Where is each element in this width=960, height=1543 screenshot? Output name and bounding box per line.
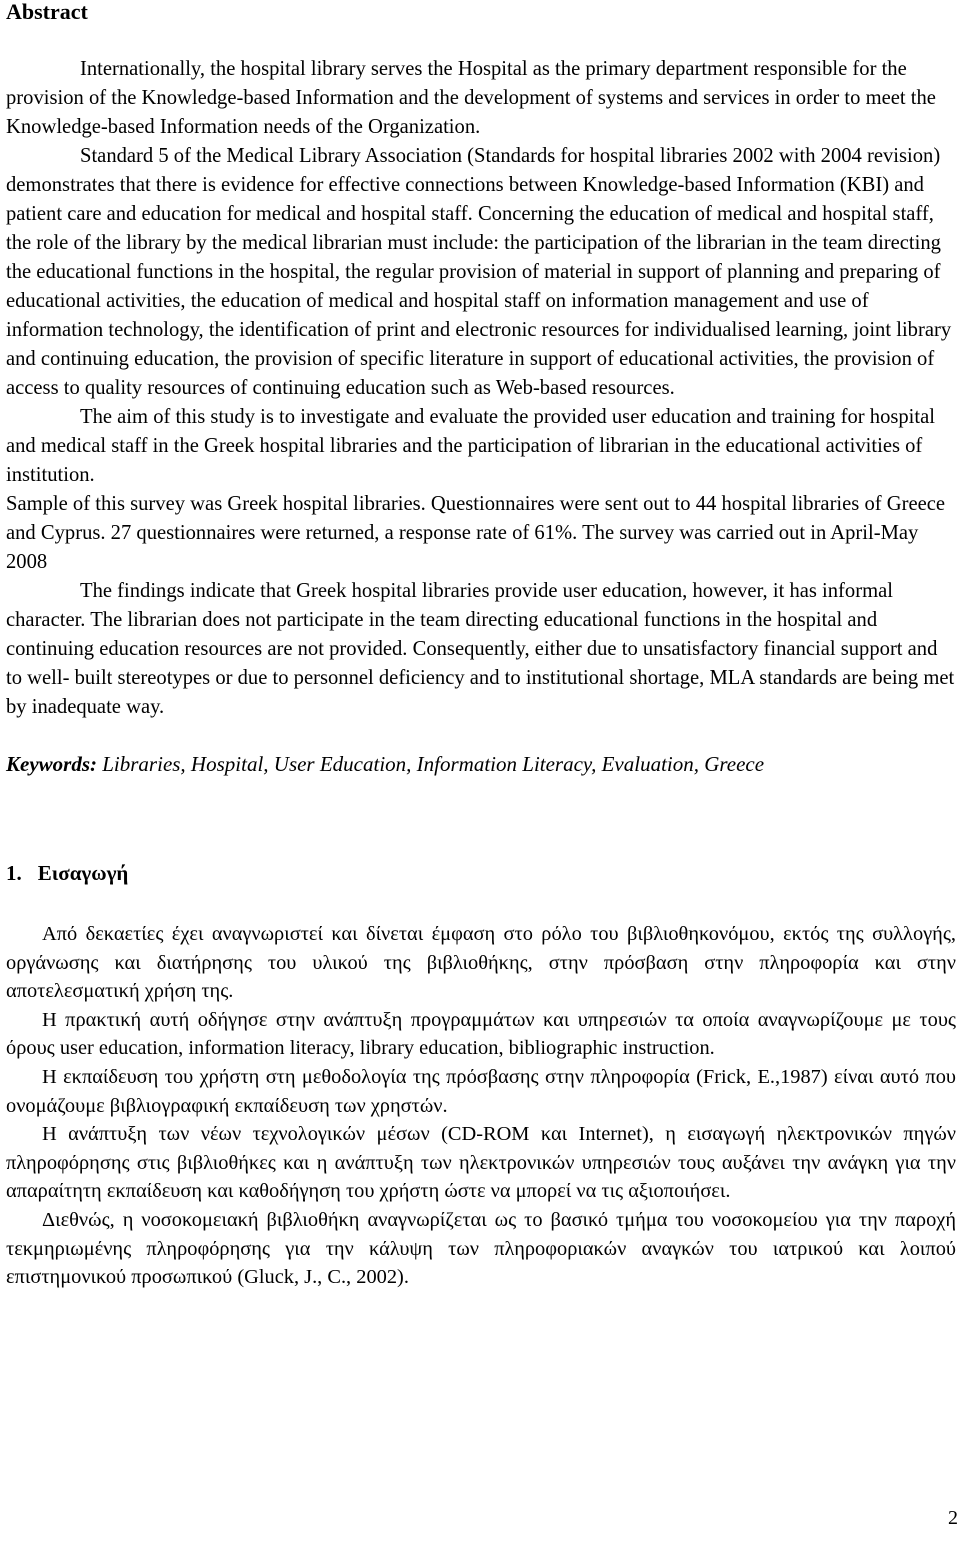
introduction-paragraph: Η ανάπτυξη των νέων τεχνολογικών μέσων (CD-ROM και Internet), η εισαγωγή ηλεκτρονικών πηγών πληροφόρησης στις βιβλιοθήκες και η ανάπτυξη των ηλεκτρονικών υπηρεσιών τους αυξάνει την ανάγκη για την απαραίτητη εκπαίδευση και καθοδήγηση του χρήστη ώστε να μπορεί να τις αξιοποιήσει.: [6, 1123, 956, 1203]
abstract-paragraph: The findings indicate that Greek hospital libraries provide user education, however, it has informal character. The librarian does not participate in the team directing educational functions in the hospital and continuing education resources are not provided. Consequently, either due to unsatisfactory financial support and to well- built stereotypes or due to personnel deficiency and to institutional shortage, MLA standards are being met by inadequate way.: [6, 580, 955, 718]
introduction-paragraph: Η εκπαίδευση του χρήστη στη μεθοδολογία της πρόσβασης στην πληροφορία (Frick, E.,1987) είναι αυτό που ονομάζουμε βιβλιογραφική εκπαίδευση των χρηστών.: [6, 1065, 956, 1117]
abstract-paragraph: Sample of this survey was Greek hospital libraries. Questionnaires were sent out to 44 hospital libraries of Greece and Cyprus. 27 questionnaires were returned, a response rate of 61%. The survey was carried out in April-May 2008: [6, 493, 946, 573]
abstract-body: [6, 55, 956, 722]
abstract-paragraph: Internationally, the hospital library serves the Hospital as the primary department responsible for the provision of the Knowledge-based Information and the development of systems and services in order to meet the Knowledge-based Information needs of the Organization.: [6, 58, 936, 138]
section-title: Εισαγωγή: [37, 861, 129, 885]
abstract-paragraph: Standard 5 of the Medical Library Association (Standards for hospital libraries 2002 with 2004 revision) demonstrates that there is evidence for effective connections between Knowledge-based Information (KBI) and patient care and education for medical and hospital staff. Concerning the education of medical and hospital staff, the role of the library by the medical librarian must include: the participation of the librarian in the team directing the educational functions in the hospital, the regular provision of material in support of planning and preparing of educational activities, the education of medical and hospital staff on information management and use of information technology, the identification of print and electronic resources for individualised learning, joint library and continuing education, the provision of specific literature in support of educational activities, the provision of access to quality resources of continuing education such as Web-based resources.: [6, 145, 952, 399]
abstract-paragraph: The aim of this study is to investigate and evaluate the provided user education and training for hospital and medical staff in the Greek hospital libraries and the participation of librarian in the educational activities of institution.: [6, 406, 935, 486]
section-number: 1.: [6, 861, 22, 885]
keywords-text: Libraries, Hospital, User Education, Information Literacy, Evaluation, Greece: [97, 752, 765, 776]
introduction-paragraph: Η πρακτική αυτή οδήγησε στην ανάπτυξη προγραμμάτων και υπηρεσιών τα οποία αναγνωρίζουμε με τους όρους user education, information literacy, library education, bibliographic instruction.: [6, 1008, 956, 1060]
page-number: 2: [948, 1507, 958, 1529]
keywords-label: Keywords:: [6, 752, 97, 776]
introduction-paragraph: Διεθνώς, η νοσοκομειακή βιβλιοθήκη αναγνωρίζεται ως το βασικό τμήμα του νοσοκομείου για την παροχή τεκμηριωμένης πληροφόρησης για την κάλυψη των πληροφοριακών αναγκών του ιατρικού και λοιπού επιστημονικού προσωπικού (Gluck, J., C., 2002).: [6, 1208, 956, 1289]
abstract-heading: Abstract: [6, 0, 88, 24]
section-heading: [6, 859, 956, 887]
introduction-paragraph: Από δεκαετίες έχει αναγνωριστεί και δίνεται έμφαση στο ρόλο του βιβλιοθηκονόμου, εκτός της συλλογής, οργάνωσης και διατήρησης του υλικού της βιβλιοθήκης, στην πρόσβαση στην πληροφορία και στην αποτελεσματική χρήση της.: [6, 923, 956, 1003]
document-page: [6, 0, 956, 1292]
keywords-line: [6, 750, 956, 778]
introduction-body: [6, 920, 956, 1292]
